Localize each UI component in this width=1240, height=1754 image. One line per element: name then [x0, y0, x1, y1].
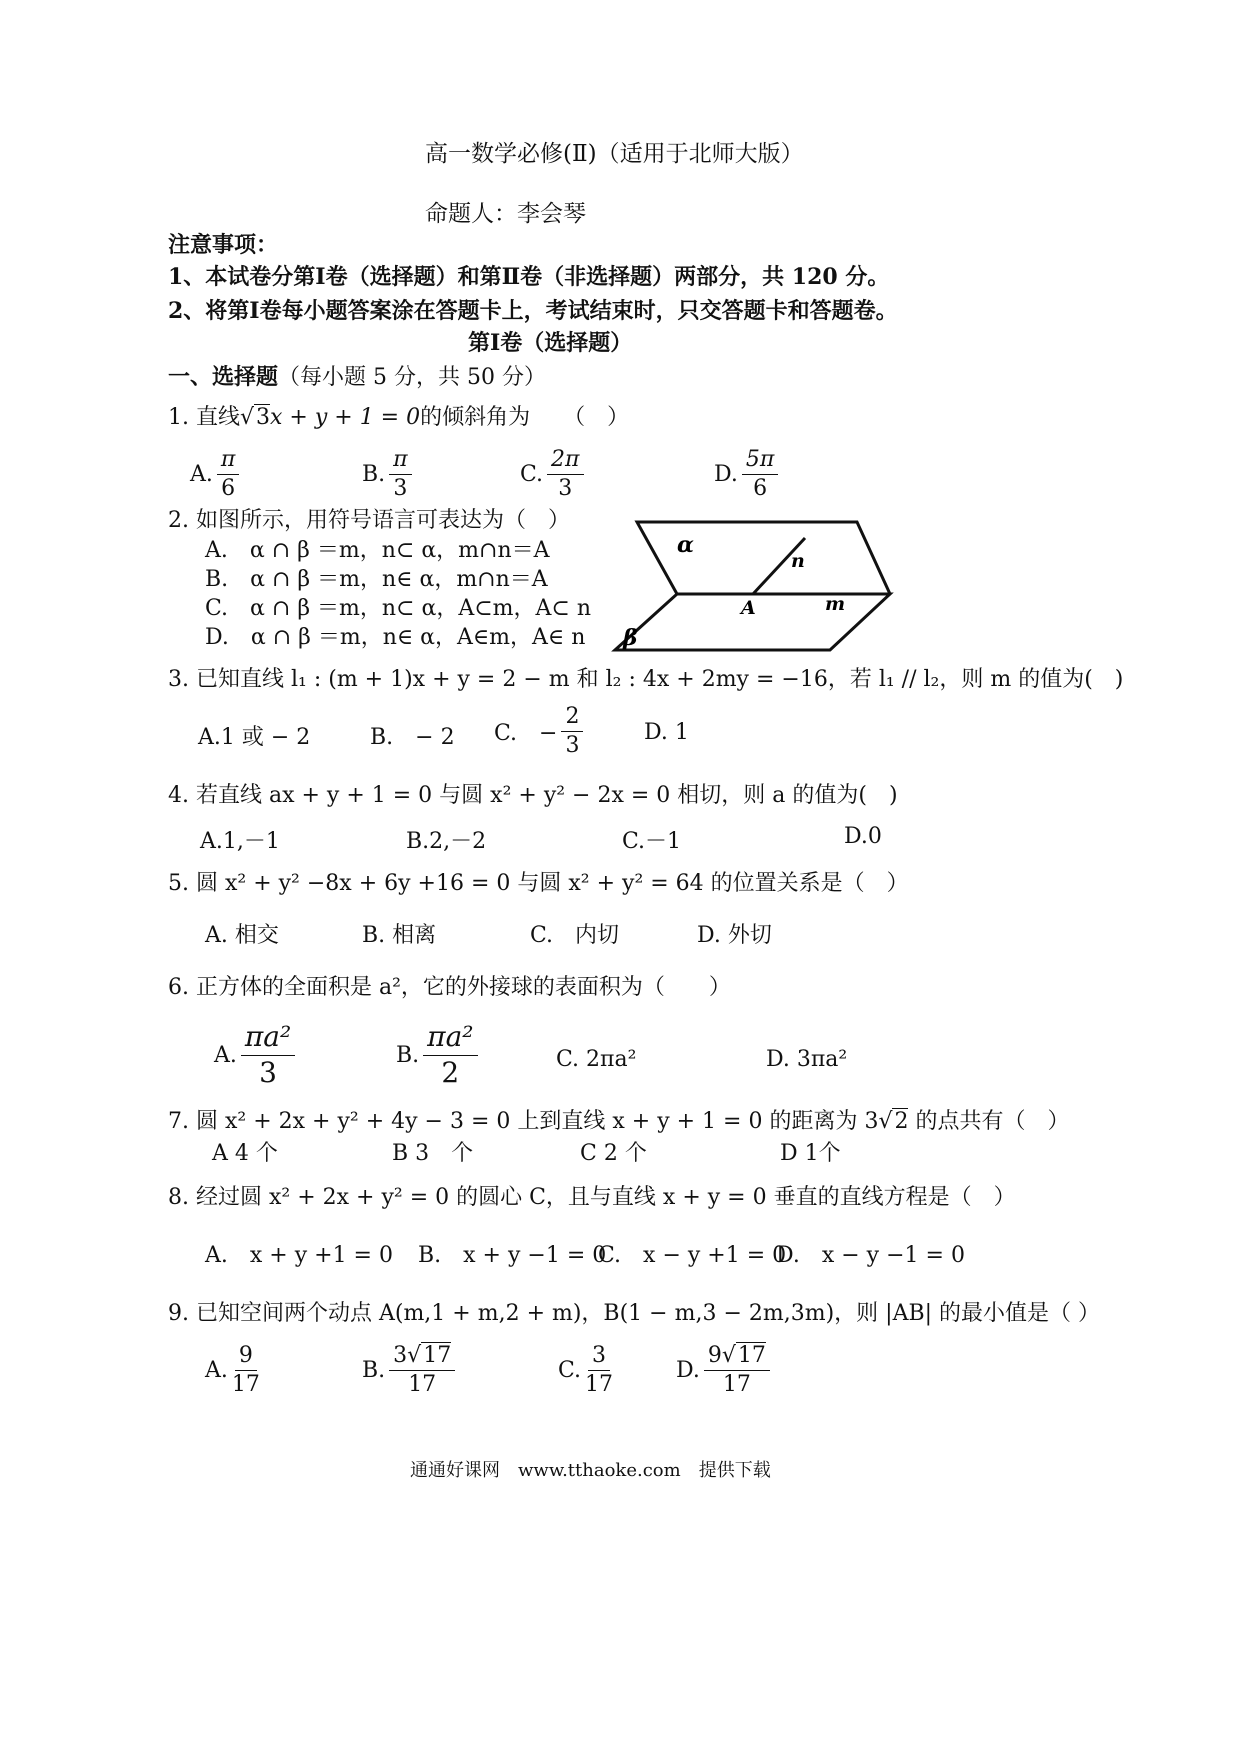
- question-6-option-d: D. 3πa²: [766, 1047, 848, 1072]
- fraction: $\frac{5\pi}{6}$: [742, 448, 778, 501]
- fraction: $\frac{\text{πa²}}{2}$: [423, 1022, 477, 1089]
- sqrt-symbol: √: [878, 1109, 893, 1134]
- question-4-option-a: A.1,－1: [200, 829, 280, 854]
- notes-line-1: 1、本试卷分第Ⅰ卷（选择题）和第Ⅱ卷（非选择题）两部分，共 120 分。: [168, 264, 890, 290]
- question-4-option-c: C.－1: [622, 829, 682, 854]
- question-7-option-b: B 3 个: [392, 1141, 474, 1166]
- question-2-stem: 2. 如图所示，用符号语言可表达为（ ）: [168, 508, 570, 533]
- fraction: $\frac{9}{17}$: [231, 1343, 260, 1398]
- section-scoring: （每小题 5 分，共 50 分）: [278, 365, 546, 390]
- question-8-option-b: B. x + y −1 = 0: [418, 1243, 607, 1268]
- question-1-option-a: A. $\frac{\pi}{6}$: [190, 448, 243, 501]
- question-8-option-c: C. x − y +1 = 0: [598, 1243, 787, 1268]
- fraction: $\frac{2\pi}{3}$: [547, 448, 583, 501]
- question-1-option-d: D. $\frac{5\pi}{6}$: [714, 448, 782, 501]
- question-2-option-d: D. α ∩ β ＝m，n∈ α，A∈m，A∈ n: [205, 625, 586, 650]
- fraction: $\frac{3}{17}$: [585, 1343, 614, 1398]
- question-5-option-d: D. 外切: [697, 923, 772, 948]
- question-5-option-b: B. 相离: [362, 923, 437, 948]
- question-4-stem: 4. 若直线 ax + y + 1 = 0 与圆 x² + y² − 2x = 0 相切，则 a 的值为( ): [168, 783, 898, 808]
- question-6-option-b: B. $\frac{\text{πa²}}{2}$: [396, 1022, 482, 1089]
- question-9-stem: 9. 已知空间两个动点 A(m,1 + m,2 + m)，B(1 − m,3 − 2m,3m)，则 |AB| 的最小值是（ ）: [168, 1301, 1101, 1326]
- question-2-option-b: B. α ∩ β ＝m，n∈ α，m∩n＝A: [205, 567, 548, 592]
- label-m: m: [825, 593, 846, 615]
- question-8-option-a: A. x + y +1 = 0: [205, 1243, 393, 1268]
- label-alpha: α: [677, 532, 694, 558]
- fraction: $\frac{2}{3}$: [561, 705, 583, 758]
- notes-line-2: 2、将第Ⅰ卷每小题答案涂在答题卡上，考试结束时，只交答题卡和答题卷。: [168, 298, 898, 324]
- question-7-option-a: A 4 个: [212, 1141, 278, 1166]
- question-9-option-d: D. $\frac{9√17}{17}$: [676, 1344, 774, 1397]
- question-4-option-d: D.0: [844, 824, 882, 849]
- question-3-option-a: A.1 或 − 2: [198, 725, 311, 750]
- question-5-option-a: A. 相交: [205, 923, 279, 948]
- fraction: $\frac{\pi}{3}$: [389, 448, 411, 501]
- question-1-option-b: B. $\frac{\pi}{3}$: [362, 448, 416, 501]
- fraction: $\frac{9√17}{17}$: [704, 1344, 770, 1397]
- fraction: $\frac{\text{πa²}}{3}$: [241, 1022, 295, 1089]
- question-6-option-a: A. $\frac{\text{πa²}}{3}$: [214, 1022, 299, 1089]
- label-n: n: [791, 550, 805, 572]
- question-2-option-c: C. α ∩ β ＝m，n⊂ α，A⊂m，A⊂ n: [205, 596, 592, 621]
- sqrt-symbol: √: [407, 1343, 422, 1368]
- author-line: 命题人：李会琴: [425, 201, 586, 227]
- page-title: 高一数学必修(Ⅱ)（适用于北师大版）: [425, 141, 804, 167]
- question-5-option-c: C. 内切: [530, 923, 620, 948]
- question-7-stem: 7. 圆 x² + 2x + y² + 4y − 3 = 0 上到直线 x + y + 1 = 0 的距离为 3√2 的点共有（ ）: [168, 1109, 1070, 1134]
- question-8-stem: 8. 经过圆 x² + 2x + y² = 0 的圆心 C，且与直线 x + y = 0 垂直的直线方程是（ ）: [168, 1185, 1016, 1210]
- label-a: A: [741, 597, 756, 619]
- question-9-option-a: A. $\frac{9}{17}$: [205, 1343, 260, 1398]
- fraction: $\frac{3√17}{17}$: [389, 1344, 455, 1397]
- question-9-option-c: C. $\frac{3}{17}$: [558, 1343, 614, 1398]
- question-6-stem: 6. 正方体的全面积是 a²，它的外接球的表面积为（ ）: [168, 975, 731, 1000]
- question-7-option-d: D 1个: [780, 1141, 841, 1166]
- question-6-option-c: C. 2πa²: [556, 1047, 637, 1072]
- question-1-option-c: C. $\frac{2\pi}{3}$: [520, 448, 588, 501]
- question-5-stem: 5. 圆 x² + y² −8x + 6y +16 = 0 与圆 x² + y² = 64 的位置关系是（ ）: [168, 871, 909, 896]
- part1-title: 第Ⅰ卷（选择题）: [468, 330, 633, 356]
- question-3-option-b: B. − 2: [370, 725, 455, 750]
- section-label: 一、选择题: [168, 364, 279, 390]
- footer-source: 通通好课网 www.tthaoke.com 提供下载: [410, 1460, 771, 1481]
- question-3-option-d: D. 1: [644, 720, 689, 745]
- question-3-option-c: C. − $\frac{2}{3}$: [494, 705, 587, 758]
- notes-heading: 注意事项：: [168, 232, 279, 258]
- question-3-stem: 3. 已知直线 l₁ : (m + 1)x + y = 2 − m 和 l₂ : 4x + 2my = −16，若 l₁ // l₂，则 m 的值为( ): [168, 667, 1124, 692]
- question-8-option-d: D. x − y −1 = 0: [776, 1243, 965, 1268]
- question-2-option-a: A. α ∩ β ＝m，n⊂ α，m∩n＝A: [205, 538, 550, 563]
- question-1-stem: 1. 直线√3x + y + 1 = 0的倾斜角为 （ ）: [168, 405, 630, 430]
- question-7-option-c: C 2 个: [580, 1141, 647, 1166]
- sqrt-symbol: √: [721, 1343, 736, 1368]
- label-beta: β: [623, 625, 638, 651]
- section-heading: [168, 360, 546, 391]
- planes-diagram: [595, 510, 905, 660]
- sqrt-symbol: √: [239, 405, 255, 430]
- question-9-option-b: B. $\frac{3√17}{17}$: [362, 1344, 459, 1397]
- question-4-option-b: B.2,－2: [406, 829, 487, 854]
- fraction: $\frac{\pi}{6}$: [217, 448, 239, 501]
